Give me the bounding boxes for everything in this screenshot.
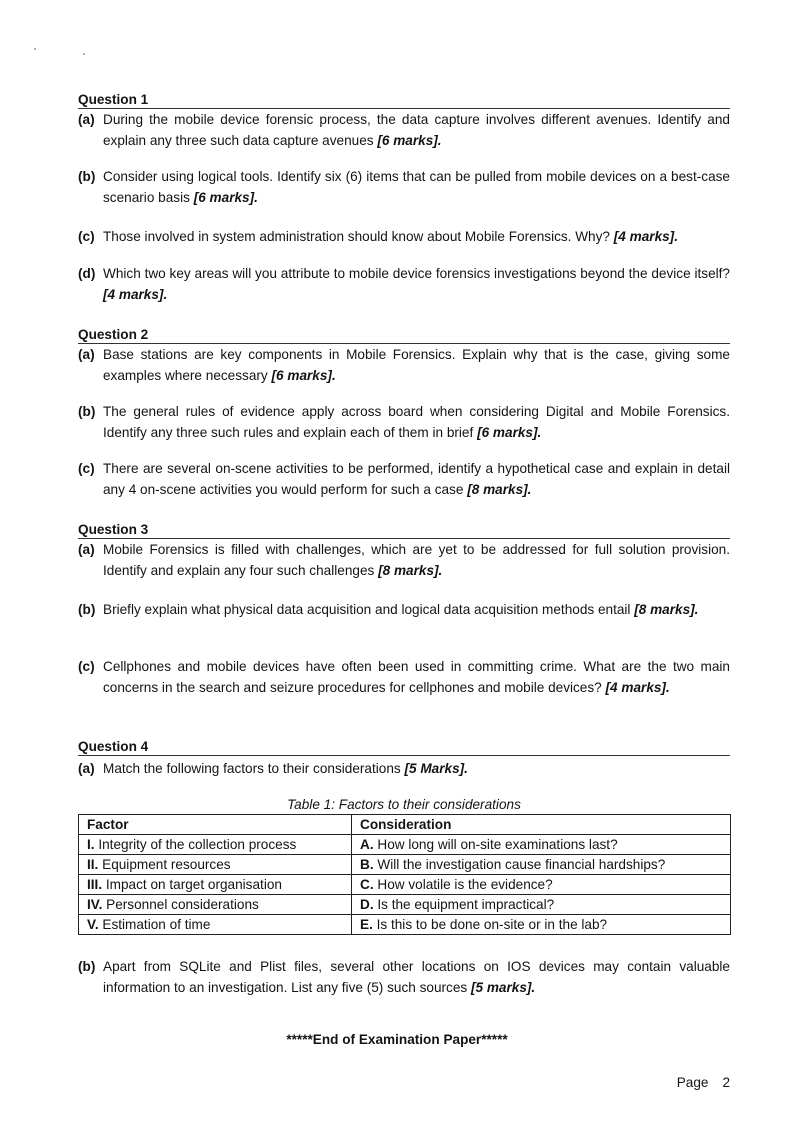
item-label: (a) — [78, 761, 95, 776]
factor-text: Personnel considerations — [106, 896, 259, 912]
item-marks: [4 marks]. — [605, 680, 670, 695]
item-text: The general rules of evidence apply across board when considering Digital and Mobile Forensics. Identify any three such rules and explain each of them in brief — [103, 404, 730, 440]
consideration-letter: A. — [360, 836, 374, 852]
consideration-letter: C. — [360, 876, 374, 892]
item-marks: [6 marks]. — [193, 190, 258, 205]
consideration-text: How volatile is the evidence? — [377, 876, 553, 892]
item-label: (b) — [78, 404, 96, 419]
factor-cell — [79, 915, 352, 935]
table-caption: Table 1: Factors to their considerations — [287, 797, 521, 812]
end-of-paper: *****End of Examination Paper***** — [286, 1032, 508, 1047]
item-marks: [6 marks]. — [377, 133, 442, 148]
item-label: (b) — [78, 169, 96, 184]
consideration-cell — [352, 855, 731, 875]
consideration-text: Is the equipment impractical? — [377, 896, 555, 912]
item-label: (c) — [78, 659, 95, 674]
question-4-heading: Question 4 — [78, 738, 730, 756]
factor-number: II. — [87, 856, 99, 872]
scan-speck — [83, 53, 85, 55]
table-header-row — [79, 815, 731, 835]
table-row — [79, 895, 731, 915]
item-marks: [6 marks]. — [271, 368, 336, 383]
question-3c — [78, 656, 730, 698]
consideration-letter: B. — [360, 856, 374, 872]
item-marks: [6 marks]. — [477, 425, 542, 440]
question-2b — [78, 401, 730, 443]
question-3a — [78, 539, 730, 581]
table-header-consideration: Consideration — [352, 815, 731, 835]
factor-number: I. — [87, 836, 95, 852]
item-marks: [4 marks]. — [613, 229, 678, 244]
question-4b — [78, 956, 730, 998]
item-marks: [5 Marks]. — [404, 761, 468, 776]
table-header-factor: Factor — [79, 815, 352, 835]
page-number-value: 2 — [722, 1075, 730, 1090]
item-marks: [4 marks]. — [103, 287, 168, 302]
item-text: Cellphones and mobile devices have often been used in committing crime. What are the two main concerns in the search and seizure procedures for cellphones and mobile devices? — [103, 659, 730, 695]
item-text: Apart from SQLite and Plist files, several other locations on IOS devices may contain valuable information to an investigation. List any five (5) such sources — [103, 959, 730, 995]
item-text: Those involved in system administration should know about Mobile Forensics. Why? — [103, 229, 610, 244]
item-marks: [8 marks]. — [378, 563, 443, 578]
item-text: Match the following factors to their considerations — [103, 761, 401, 776]
factor-cell — [79, 835, 352, 855]
item-text: There are several on-scene activities to be performed, identify a hypothetical case and explain in detail any 4 on-scene activities you would perform for such a case — [103, 461, 730, 497]
question-2c — [78, 458, 730, 500]
factor-cell — [79, 895, 352, 915]
question-1-heading: Question 1 — [78, 91, 730, 109]
consideration-letter: D. — [360, 896, 374, 912]
item-text: Consider using logical tools. Identify six (6) items that can be pulled from mobile devices on a best-case scenario basis — [103, 169, 730, 205]
table-row — [79, 835, 731, 855]
consideration-text: How long will on-site examinations last? — [377, 836, 618, 852]
question-1d — [78, 263, 730, 305]
question-1a — [78, 109, 730, 151]
item-marks: [5 marks]. — [470, 980, 536, 995]
factor-text: Impact on target organisation — [105, 876, 282, 892]
factor-number: III. — [87, 876, 103, 892]
factor-cell — [79, 875, 352, 895]
question-3b — [78, 599, 730, 620]
consideration-cell — [352, 895, 731, 915]
item-label: (c) — [78, 461, 95, 476]
question-4a — [78, 758, 730, 779]
item-label: (b) — [78, 959, 96, 974]
item-label: (a) — [78, 347, 95, 362]
page-number — [677, 1072, 730, 1093]
question-2-heading: Question 2 — [78, 326, 730, 344]
item-label: (d) — [78, 266, 96, 281]
consideration-text: Is this to be done on-site or in the lab? — [376, 916, 608, 932]
item-label: (a) — [78, 112, 95, 127]
factor-number: IV. — [87, 896, 103, 912]
table-row — [79, 875, 731, 895]
factor-text: Integrity of the collection process — [98, 836, 297, 852]
question-1b — [78, 166, 730, 208]
item-label: (b) — [78, 602, 96, 617]
item-text: Base stations are key components in Mobile Forensics. Explain why that is the case, giving some examples where necessary — [103, 347, 730, 383]
item-text: Which two key areas will you attribute to mobile device forensics investigations beyond the device itself? — [103, 266, 730, 281]
question-3-heading: Question 3 — [78, 521, 730, 539]
consideration-cell — [352, 875, 731, 895]
table-row — [79, 915, 731, 935]
scan-speck — [34, 48, 36, 50]
consideration-letter: E. — [360, 916, 373, 932]
consideration-cell — [352, 835, 731, 855]
question-1c — [78, 226, 730, 247]
factor-text: Equipment resources — [102, 856, 231, 872]
item-marks: [8 marks]. — [467, 482, 532, 497]
consideration-cell — [352, 915, 731, 935]
question-2a — [78, 344, 730, 386]
table-row — [79, 855, 731, 875]
item-marks: [8 marks]. — [634, 602, 699, 617]
factors-table — [78, 814, 731, 935]
factor-number: V. — [87, 916, 99, 932]
factor-text: Estimation of time — [102, 916, 211, 932]
item-text: Mobile Forensics is filled with challenges, which are yet to be addressed for full solution provision. Identify and explain any four such challenges — [103, 542, 730, 578]
page-label: Page — [676, 1075, 709, 1090]
consideration-text: Will the investigation cause financial hardships? — [377, 856, 666, 872]
factor-cell — [79, 855, 352, 875]
item-label: (c) — [78, 229, 95, 244]
item-text: During the mobile device forensic process, the data capture involves different avenues. Identify and explain any three such data capture avenues — [103, 112, 730, 148]
item-label: (a) — [78, 542, 95, 557]
item-text: Briefly explain what physical data acquisition and logical data acquisition methods entail — [103, 602, 631, 617]
